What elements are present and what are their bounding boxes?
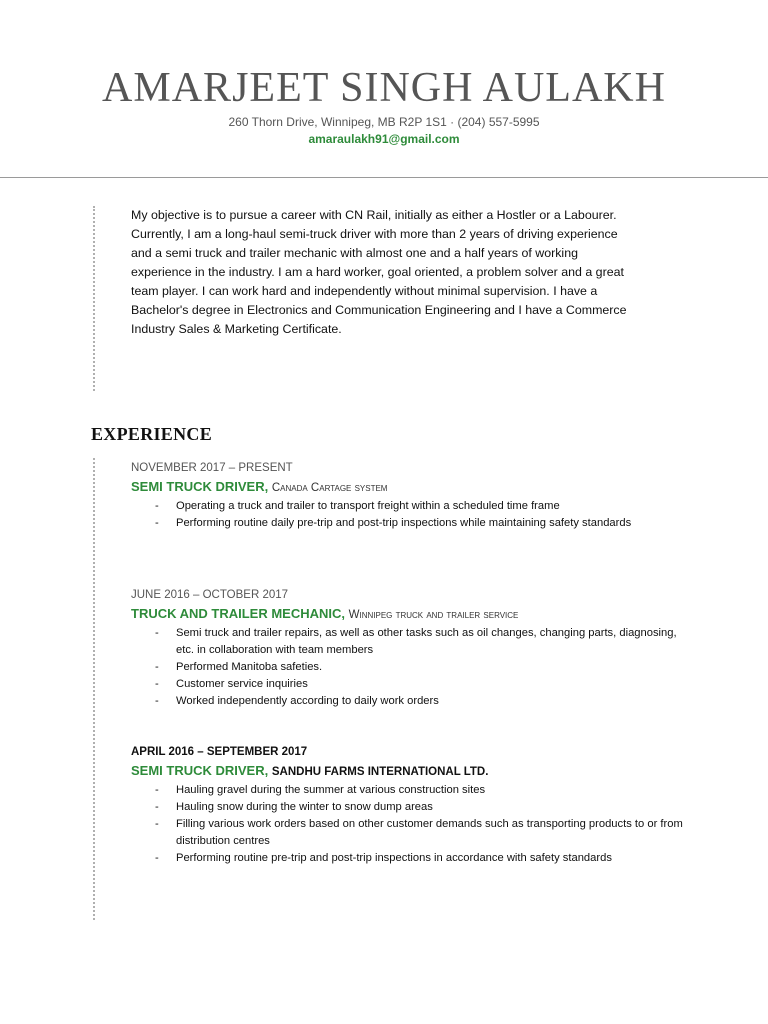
- job-entry: [131, 459, 691, 532]
- list-item: [131, 799, 691, 816]
- experience-heading: EXPERIENCE: [91, 424, 213, 444]
- list-item: [131, 676, 691, 693]
- job-dates: APRIL 2016 – SEPTEMBER 2017: [131, 746, 308, 758]
- job-entry: [131, 743, 691, 867]
- list-item: [131, 625, 691, 659]
- bullet-dash: -: [155, 801, 159, 813]
- list-item: [131, 850, 691, 867]
- duty-text: Filling various work orders based on other customer demands such as transporting products to or from distribution centres: [176, 818, 683, 847]
- bullet-dash: -: [155, 500, 159, 512]
- bullet-dash: -: [155, 517, 159, 529]
- bullet-dash: -: [155, 661, 159, 673]
- duty-text: Semi truck and trailer repairs, as well as other tasks such as oil changes, changing parts, diagnosing, etc. in collaboration with team members: [176, 627, 677, 656]
- job-company: SANDHU FARMS INTERNATIONAL LTD.: [271, 766, 489, 778]
- duty-text: Performing routine pre-trip and post-trip inspections in accordance with safety standards: [176, 852, 612, 864]
- duty-text: Hauling gravel during the summer at various construction sites: [176, 784, 486, 796]
- job-role: TRUCK AND TRAILER MECHANIC,: [131, 606, 346, 621]
- job-dates: JUNE 2016 – OCTOBER 2017: [131, 589, 289, 601]
- job-title-line: [131, 477, 691, 498]
- job-duties: [131, 782, 691, 867]
- job-entry: [131, 586, 691, 710]
- email-link[interactable]: amaraulakh91@gmail.com: [308, 132, 460, 146]
- list-item: [131, 693, 691, 710]
- job-company: Winnipeg truck and trailer service: [348, 609, 519, 621]
- duty-text: Hauling snow during the winter to snow dump areas: [176, 801, 433, 813]
- list-item: [131, 659, 691, 676]
- bullet-dash: -: [155, 678, 159, 690]
- bullet-dash: -: [155, 695, 159, 707]
- job-dates: NOVEMBER 2017 – PRESENT: [131, 462, 293, 474]
- duty-text: Performing routine daily pre-trip and post-trip inspections while maintaining safety standards: [176, 517, 632, 529]
- job-title-line: [131, 604, 691, 625]
- job-role: SEMI TRUCK DRIVER,: [131, 479, 269, 494]
- duty-text: Operating a truck and trailer to transport freight within a scheduled time frame: [176, 500, 560, 512]
- job-company: Canada Cartage system: [271, 482, 388, 494]
- bullet-dash: -: [155, 627, 159, 639]
- list-item: [131, 498, 691, 515]
- duty-text: Worked independently according to daily work orders: [176, 695, 439, 707]
- job-title-line: [131, 761, 691, 782]
- bullet-dash: -: [155, 784, 159, 796]
- objective-sidebar-line: [93, 206, 95, 391]
- bullet-dash: -: [155, 852, 159, 864]
- job-duties: [131, 625, 691, 710]
- candidate-name: AMARJEET SINGH AULAKH: [102, 65, 666, 111]
- contact-line: 260 Thorn Drive, Winnipeg, MB R2P 1S1 · (204) 557-5995: [228, 115, 540, 129]
- duty-text: Customer service inquiries: [176, 678, 308, 690]
- list-item: [131, 782, 691, 799]
- header-divider: [0, 177, 768, 178]
- job-role: SEMI TRUCK DRIVER,: [131, 763, 269, 778]
- objective-text: My objective is to pursue a career with CN Rail, initially as either a Hostler or a Labourer. Currently, I am a long-haul semi-truck driver with more than 2 years of driving experience and a semi truck and trailer mechanic with almost one and a half years of working experience in the industry. I am a hard worker, goal oriented, a problem solver and a great team player. I can work hard and independently without minimal supervision. I have a Bachelor's degree in Electronics and Communication Engineering and I have a Commerce Industry Sales & Marketing Certificate.: [131, 208, 627, 336]
- duty-text: Performed Manitoba safeties.: [176, 661, 323, 673]
- list-item: [131, 816, 691, 850]
- job-duties: [131, 498, 691, 532]
- bullet-dash: -: [155, 818, 159, 830]
- experience-sidebar-line: [93, 458, 95, 920]
- list-item: [131, 515, 691, 532]
